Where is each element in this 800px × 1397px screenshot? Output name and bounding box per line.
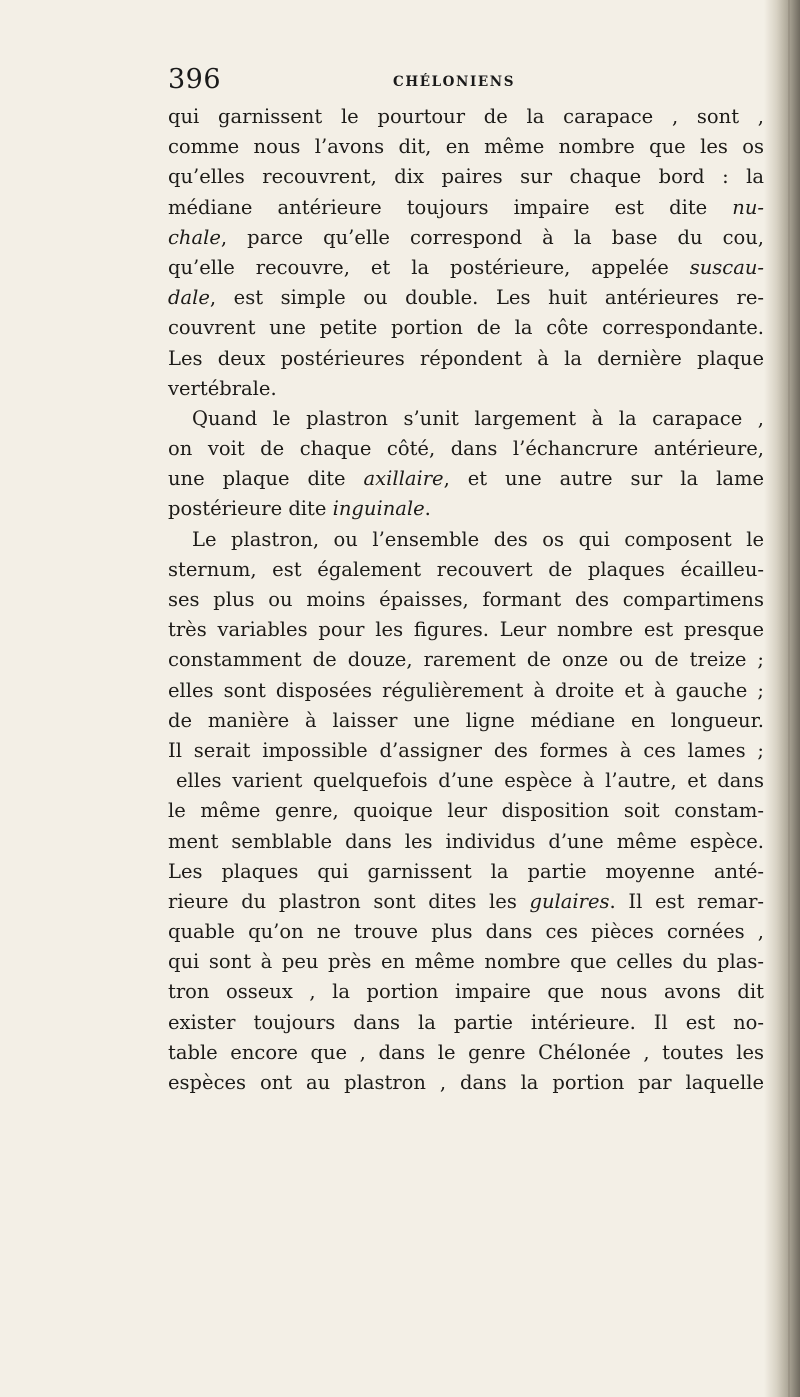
text-line: ment semblable dans les individus d’une même espèce.	[168, 829, 764, 853]
text-line: une plaque dite axillaire, et une autre sur la lame	[168, 467, 764, 491]
italic-term: axillaire	[363, 467, 444, 491]
italic-term: nu-	[732, 195, 764, 219]
italic-term: inguinale	[332, 497, 425, 521]
text-line: qui sont à peu près en même nombre que celles du plas-	[168, 950, 764, 974]
italic-term: dale	[168, 286, 210, 310]
text-line: Les deux postérieures répondent à la dernière plaque	[168, 346, 764, 370]
text-line: exister toujours dans la partie intérieure. Il est no-	[168, 1010, 764, 1034]
text-line: couvrent une petite portion de la côte correspondante.	[168, 316, 764, 340]
text-line: Il serait impossible d’assigner des formes à ces lames ;	[168, 738, 764, 762]
page-number: 396	[168, 64, 222, 95]
text-line: le même genre, quoique leur disposition soit constam-	[168, 799, 764, 823]
text-line: vertébrale.	[168, 376, 277, 400]
text-line: tron osseux , la portion impaire que nous avons dit	[168, 980, 764, 1004]
text-line: elles sont disposées régulièrement à droite et à gauche ;	[168, 678, 764, 702]
text-line: qui garnissent le pourtour de la carapace , sont ,	[168, 105, 764, 128]
text-line: de manière à laisser une ligne médiane en longueur.	[168, 708, 764, 732]
text-line: qu’elles recouvrent, dix paires sur chaque bord : la	[168, 165, 764, 189]
text-line: espèces ont au plastron , dans la portion par laquelle	[168, 1071, 764, 1094]
text-line: qu’elle recouvre, et la postérieure, appelée suscau-	[168, 255, 764, 279]
text-line: chale, parce qu’elle correspond à la base du cou,	[168, 225, 764, 249]
text-line: postérieure dite inguinale.	[168, 497, 431, 521]
italic-term: gulaires	[529, 889, 610, 913]
text-line: elles varient quelquefois d’une espèce à l’autre, et dans	[176, 769, 764, 793]
body-text	[168, 102, 764, 1098]
text-line: table encore que , dans le genre Chélonée , toutes les	[168, 1040, 764, 1064]
text-line: constamment de douze, rarement de onze ou de treize ;	[168, 648, 764, 672]
text-line: ses plus ou moins épaisses, formant des compartimens	[168, 588, 764, 611]
text-line: comme nous l’avons dit, en même nombre que les os	[168, 135, 764, 159]
running-title: CHÉLONIENS	[393, 74, 516, 90]
text-line: Les plaques qui garnissent la partie moyenne anté-	[168, 859, 764, 883]
text-line: rieure du plastron sont dites les gulaires. Il est remar-	[168, 889, 764, 913]
text-line: Le plastron, ou l’ensemble des os qui composent le	[192, 527, 764, 551]
text-line: sternum, est également recouvert de plaques écailleu-	[168, 557, 764, 581]
text-line: dale, est simple ou double. Les huit antérieures re-	[168, 286, 764, 310]
text-line: on voit de chaque côté, dans l’échancrure antérieure,	[168, 437, 764, 461]
page-edge-line	[788, 0, 790, 1397]
running-head	[168, 64, 768, 100]
text-line: Quand le plastron s’unit largement à la carapace ,	[192, 406, 764, 430]
page-edge-shading	[764, 0, 800, 1397]
italic-term: suscau-	[689, 255, 764, 279]
text-line: quable qu’on ne trouve plus dans ces pièces cornées ,	[168, 920, 764, 944]
text-line: médiane antérieure toujours impaire est dite nu-	[168, 195, 764, 219]
text-line: très variables pour les figures. Leur nombre est presque	[168, 618, 764, 642]
italic-term: chale	[168, 225, 221, 249]
